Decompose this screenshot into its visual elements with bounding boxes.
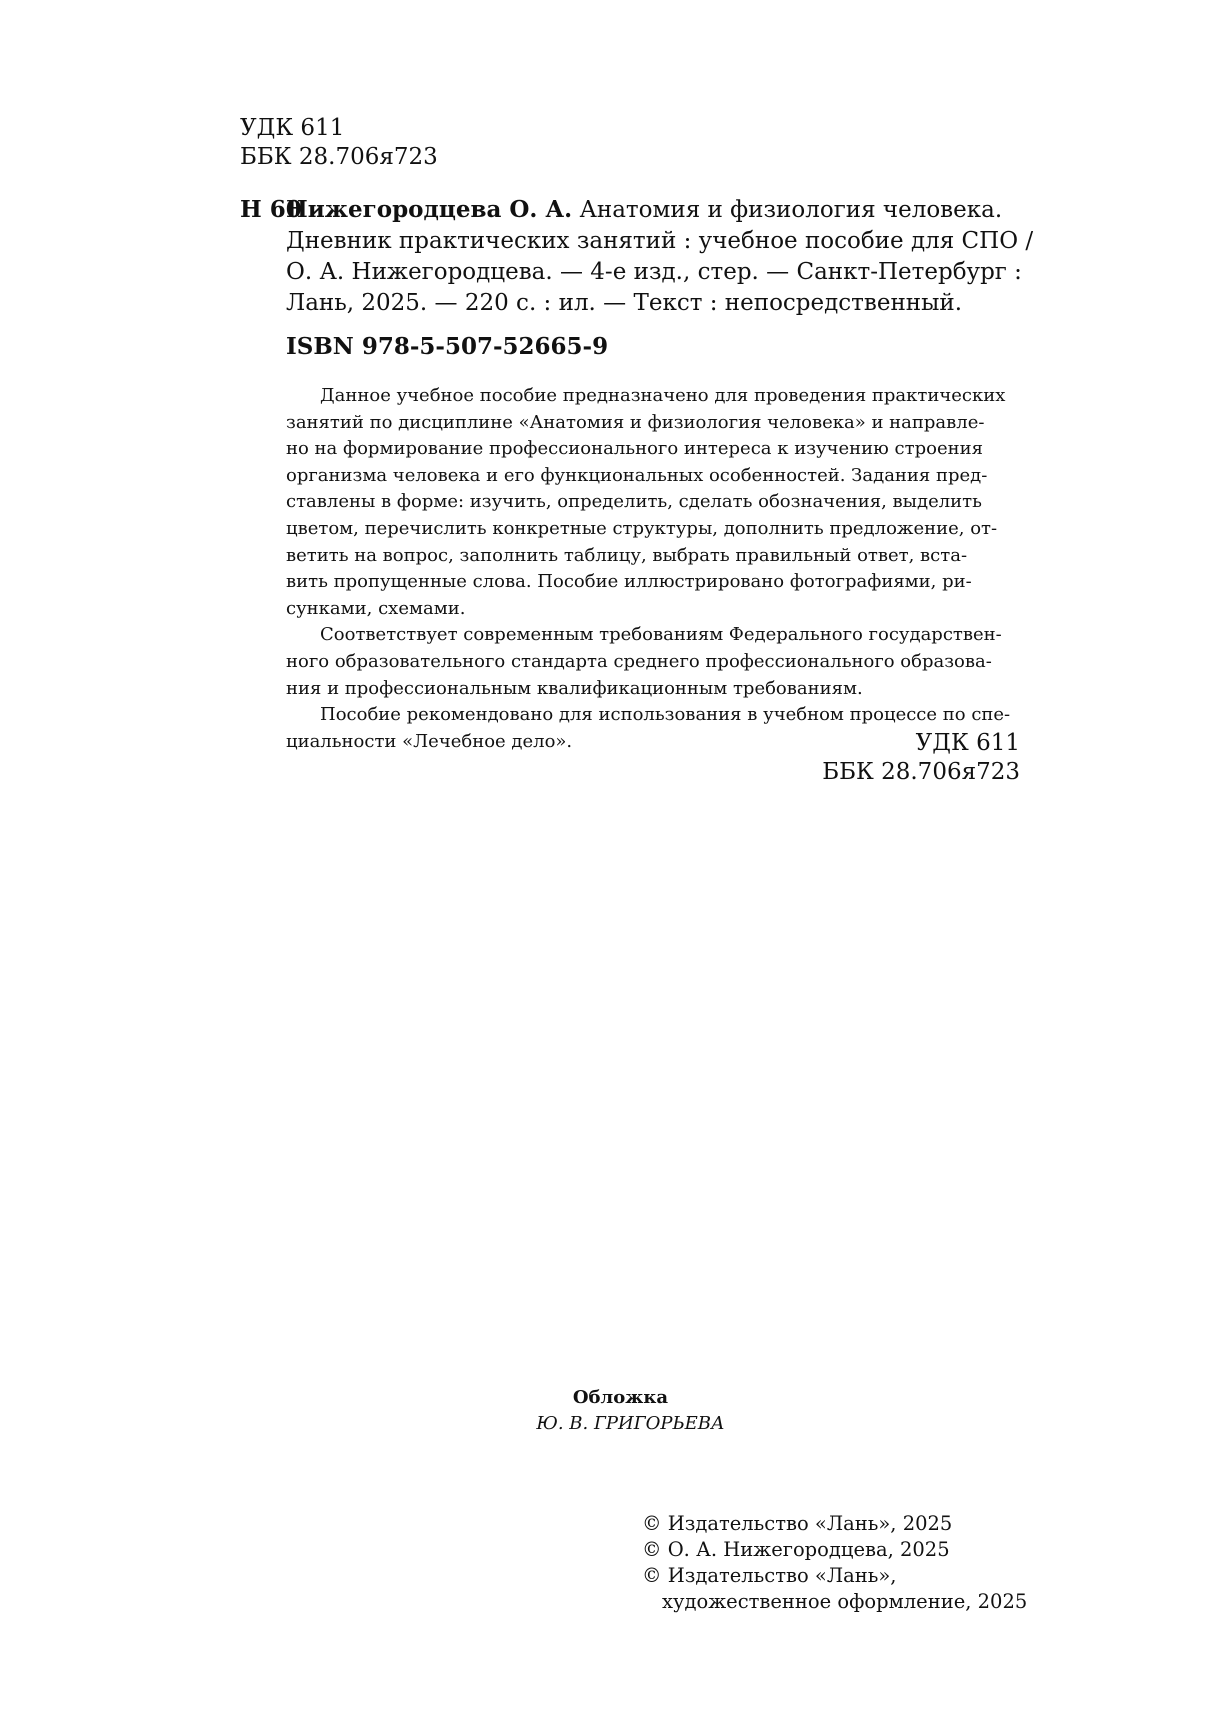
bbk-code: ББК 28.706я723 [822,759,1020,785]
abstract-line: Соответствует современным требованиям Федерального государствен- [320,624,1002,646]
udk-code: УДК 611 [915,730,1020,756]
copyright-line: © О. А. Нижегородцева, 2025 [642,1538,950,1561]
udk-code: УДК 611 [240,115,345,141]
author-name: Нижегородцева О. А. [286,196,573,223]
copyright-notice [642,1511,1027,1615]
entry-first-line [240,194,1020,226]
abstract-line: организма человека и его функциональных особенностей. Задания пред- [286,464,988,486]
abstract-line: вить пропущенные слова. Пособие иллюстрировано фотографиями, ри- [286,571,972,593]
entry-line: О. А. Нижегородцева. — 4-е изд., стер. — Санкт-Петербург : [286,259,1022,285]
abstract-line: Пособие рекомендовано для использования в учебном процессе по спе- [320,704,1011,726]
cover-credit [0,1385,1211,1437]
abstract-line: Данное учебное пособие предназначено для проведения практических [320,385,1006,406]
entry-title: Анатомия и физиология человека. [579,197,1003,223]
abstract-line: циальности «Лечебное дело». [286,730,573,752]
cover-designer: Ю. В. ГРИГОРЬЕВА [536,1413,725,1434]
isbn: ISBN 978-5-507-52665-9 [286,333,609,360]
abstract-line: ного образовательного стандарта среднего профессионального образова- [286,650,992,672]
abstract-line: ветить на вопрос, заполнить таблицу, выбрать правильный ответ, вста- [286,544,968,566]
classification-codes-bottom [822,729,1020,787]
abstract-line: ставлены в форме: изучить, определить, сделать обозначения, выделить [286,491,982,513]
bibliographic-entry [240,194,1034,319]
author-sign-code: Н 60 [240,196,302,223]
abstract-line: но на формирование профессионального интереса к изучению строения [286,438,983,460]
abstract-line: цветом, перечислить конкретные структуры, дополнить предложение, от- [286,517,998,539]
copyright-line: © Издательство «Лань», [642,1564,897,1587]
entry-line: Дневник практических занятий : учебное пособие для СПО / [286,228,1034,254]
abstract [286,383,1020,755]
copyright-line: © Издательство «Лань», 2025 [642,1512,953,1535]
copyright-line: художественное оформление, 2025 [662,1590,1028,1613]
classification-codes-top [240,114,438,172]
abstract-line: занятий по дисциплине «Анатомия и физиология человека» и направле- [286,411,985,433]
entry-line: Лань, 2025. — 220 с. : ил. — Текст : непосредственный. [286,290,963,316]
bbk-code: ББК 28.706я723 [240,144,438,170]
abstract-line: сунками, схемами. [286,597,466,619]
cover-label: Обложка [572,1387,669,1408]
abstract-line: ния и профессиональным квалификационным требованиям. [286,677,863,699]
